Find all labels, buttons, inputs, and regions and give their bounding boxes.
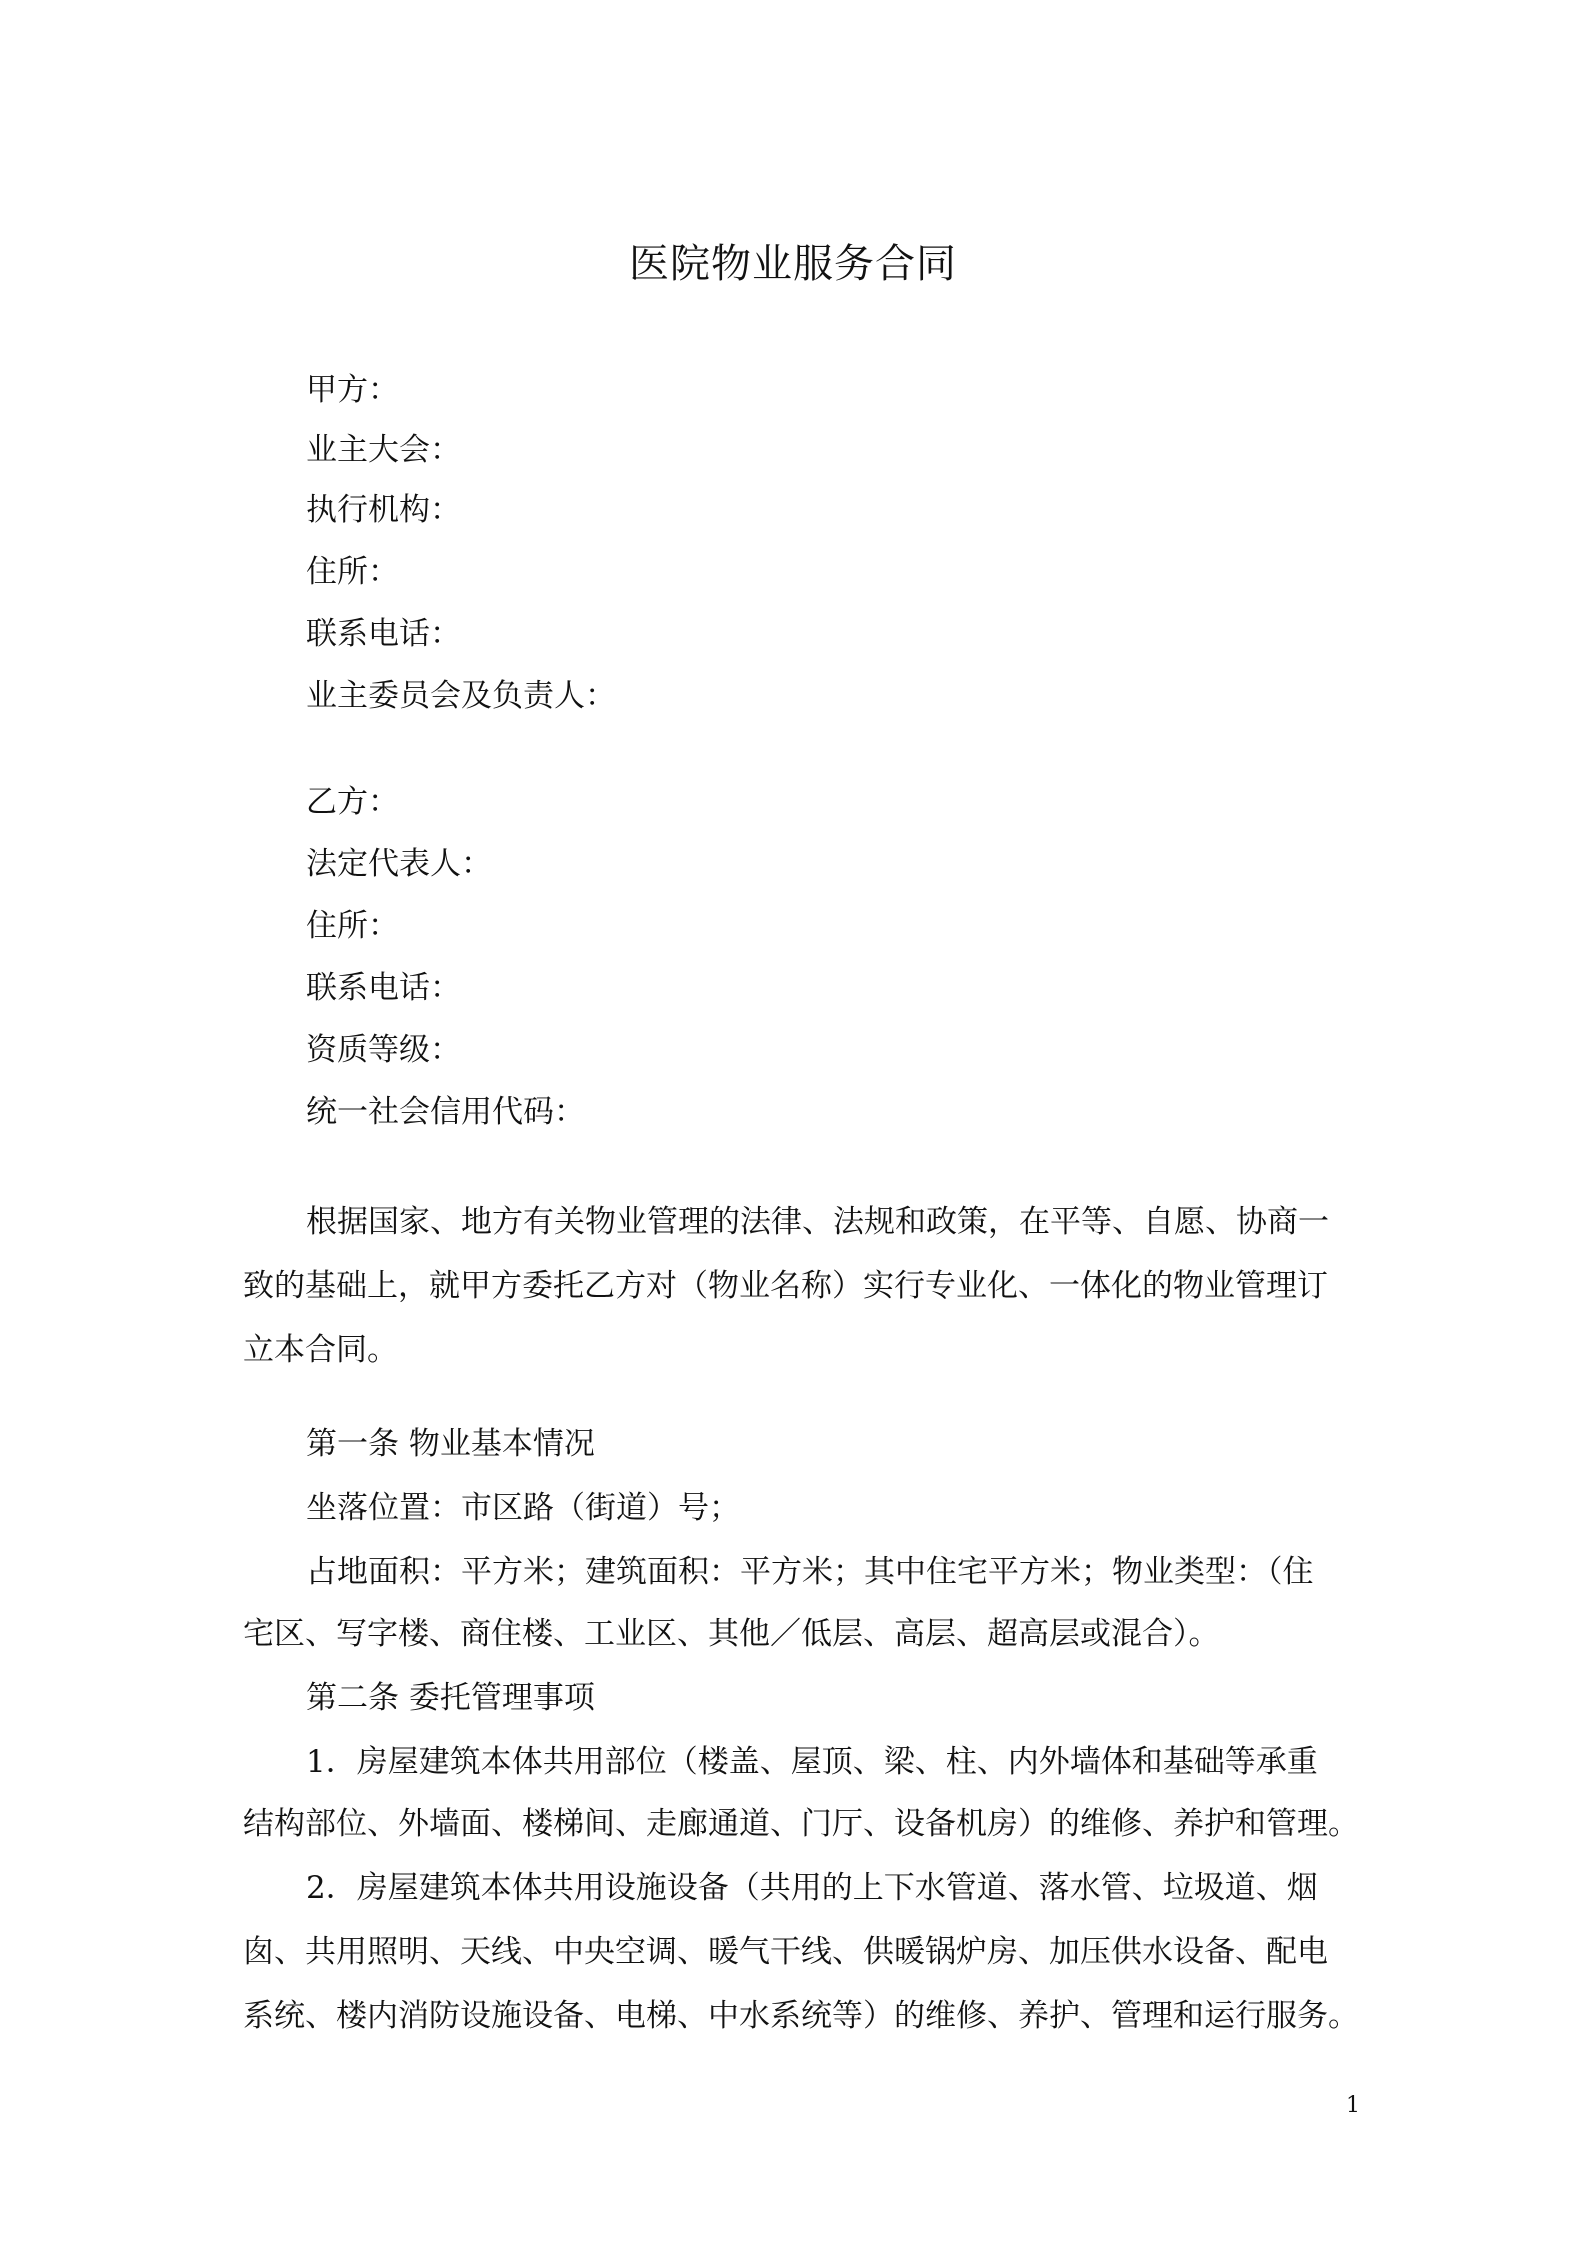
article-2-item-1-line-2: 结构部位、外墙面、楼梯间、走廊通道、门厅、设备机房）的维修、养护和管理。 bbox=[243, 1806, 1359, 1842]
intro-line-1: 根据国家、地方有关物业管理的法律、法规和政策，在平等、自愿、协商一 bbox=[306, 1204, 1329, 1240]
party-b-address-field: 住所： bbox=[306, 908, 399, 944]
page-number: 1 bbox=[1346, 2093, 1360, 2118]
article-2-item-1-line-1: 1．房屋建筑本体共用部位（楼盖、屋顶、梁、柱、内外墙体和基础等承重 bbox=[306, 1744, 1318, 1780]
intro-line-3: 立本合同。 bbox=[243, 1332, 398, 1368]
property-area-line-2: 宅区、写字楼、商住楼、工业区、其他／低层、高层、超高层或混合）。 bbox=[243, 1616, 1220, 1652]
property-location-field: 坐落位置：市区路（街道）号； bbox=[306, 1490, 740, 1526]
party-a-address-field: 住所： bbox=[306, 554, 399, 590]
party-a-phone-field: 联系电话： bbox=[306, 616, 461, 652]
article-2-heading: 第二条 委托管理事项 bbox=[306, 1680, 595, 1716]
executive-body-field: 执行机构： bbox=[306, 492, 461, 528]
article-2-item-2-line-1: 2．房屋建筑本体共用设施设备（共用的上下水管道、落水管、垃圾道、烟 bbox=[306, 1870, 1318, 1906]
party-a-label: 甲方： bbox=[306, 372, 399, 408]
qualification-level-field: 资质等级： bbox=[306, 1032, 461, 1068]
intro-line-2: 致的基础上，就甲方委托乙方对（物业名称）实行专业化、一体化的物业管理订 bbox=[243, 1268, 1328, 1304]
document-title: 医院物业服务合同 bbox=[629, 241, 957, 287]
article-1-heading: 第一条 物业基本情况 bbox=[306, 1426, 595, 1462]
party-b-label: 乙方： bbox=[306, 784, 399, 820]
owners-committee-field: 业主委员会及负责人： bbox=[306, 678, 616, 714]
article-2-item-2-line-3: 系统、楼内消防设施设备、电梯、中水系统等）的维修、养护、管理和运行服务。 bbox=[243, 1998, 1359, 2034]
owners-assembly-field: 业主大会： bbox=[306, 432, 461, 468]
article-2-item-2-line-2: 囱、共用照明、天线、中央空调、暖气干线、供暖锅炉房、加压供水设备、配电 bbox=[243, 1934, 1328, 1970]
credit-code-field: 统一社会信用代码： bbox=[306, 1094, 585, 1130]
legal-representative-field: 法定代表人： bbox=[306, 846, 492, 882]
party-b-phone-field: 联系电话： bbox=[306, 970, 461, 1006]
property-area-line-1: 占地面积：平方米；建筑面积：平方米；其中住宅平方米；物业类型：（住 bbox=[306, 1554, 1314, 1590]
